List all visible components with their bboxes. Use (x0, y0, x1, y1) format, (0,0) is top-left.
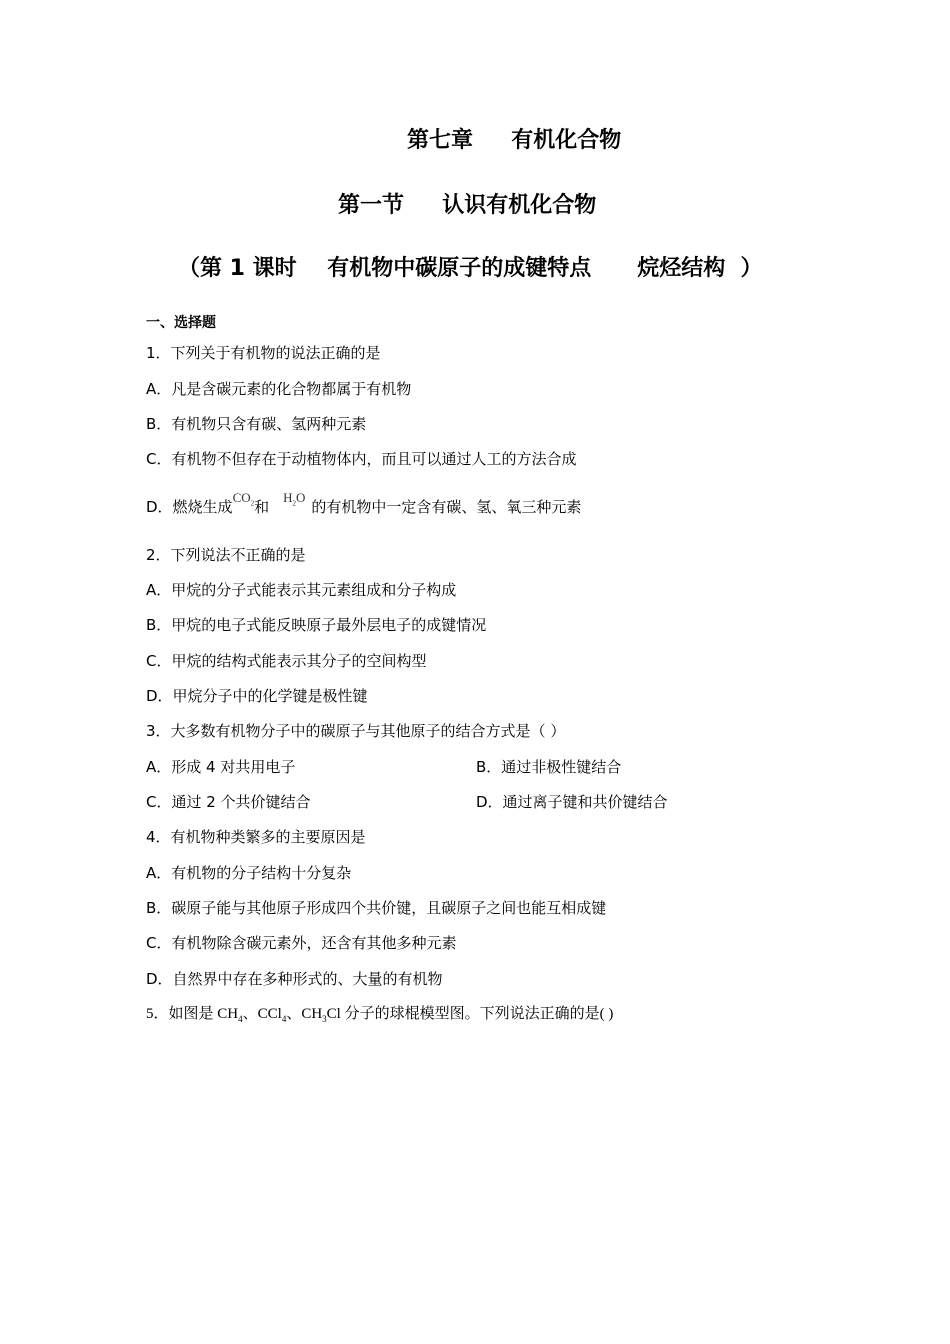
q2-option-d: D．甲烷分子中的化学键是极性键 (146, 687, 368, 705)
q1-d-prefix: D．燃烧生成 (146, 498, 233, 516)
q4-option-d: D．自然界中存在多种形式的、大量的有机物 (146, 970, 443, 988)
q2-stem: 2．下列说法不正确的是 (146, 546, 306, 564)
q4-option-a: A．有机物的分子结构十分复杂 (146, 864, 352, 882)
ch4-formula: $CH_4$ (217, 1006, 243, 1024)
co2-formula: $CO_2$ (232, 490, 255, 508)
q1-option-d (146, 490, 582, 518)
q1-option-b: B．有机物只含有碳、氢两种元素 (146, 415, 367, 433)
q1-option-a: A．凡是含碳元素的化合物都属于有机物 (146, 380, 412, 398)
chapter-title: 第七章 有机化合物 (407, 128, 622, 153)
q3-stem: 3．大多数有机物分子中的碳原子与其他原子的结合方式是（ ） (146, 722, 566, 740)
q1-d-and: 和 (254, 498, 270, 516)
q3-option-a: A．形成 4 对共用电子 (146, 758, 296, 776)
q4-option-b: B．碳原子能与其他原子形成四个共价键，且碳原子之间也能互相成键 (146, 899, 607, 917)
q2-option-a: A．甲烷的分子式能表示其元素组成和分子构成 (146, 581, 457, 599)
lesson-title: （第 1 课时 有机物中碳原子的成键特点 烷烃结构 ） (178, 256, 763, 281)
ccl4-formula: CCl$_4$ (257, 1006, 287, 1024)
q3-option-c: C．通过 2 个共价键结合 (146, 793, 311, 811)
q5-stem: 5．如图是 $CH_4$、CCl$_4$、$CH_3Cl$ 分子的球棍模型图。下列说法正确的是( ) (146, 1006, 614, 1024)
q2-option-b: B．甲烷的电子式能反映原子最外层电子的成键情况 (146, 616, 487, 634)
section-heading: 一、选择题 (146, 315, 216, 331)
q1-d-suffix: 的有机物中一定含有碳、氢、氧三种元素 (311, 498, 582, 516)
q3-option-d: D．通过离子键和共价键结合 (476, 793, 668, 811)
q4-option-c: C．有机物除含碳元素外，还含有其他多种元素 (146, 934, 457, 952)
q1-option-c: C．有机物不但存在于动植物体内，而且可以通过人工的方法合成 (146, 450, 577, 468)
section-title: 第一节 认识有机化合物 (338, 193, 597, 218)
q1-stem: 1．下列关于有机物的说法正确的是 (146, 344, 381, 362)
q4-stem: 4．有机物种类繁多的主要原因是 (146, 828, 366, 846)
h2o-formula: $H_2O$ (283, 490, 306, 508)
ch3cl-formula: $CH_3Cl$ (301, 1006, 341, 1024)
q3-option-b: B．通过非极性键结合 (476, 758, 622, 776)
q2-option-c: C．甲烷的结构式能表示其分子的空间构型 (146, 652, 427, 670)
